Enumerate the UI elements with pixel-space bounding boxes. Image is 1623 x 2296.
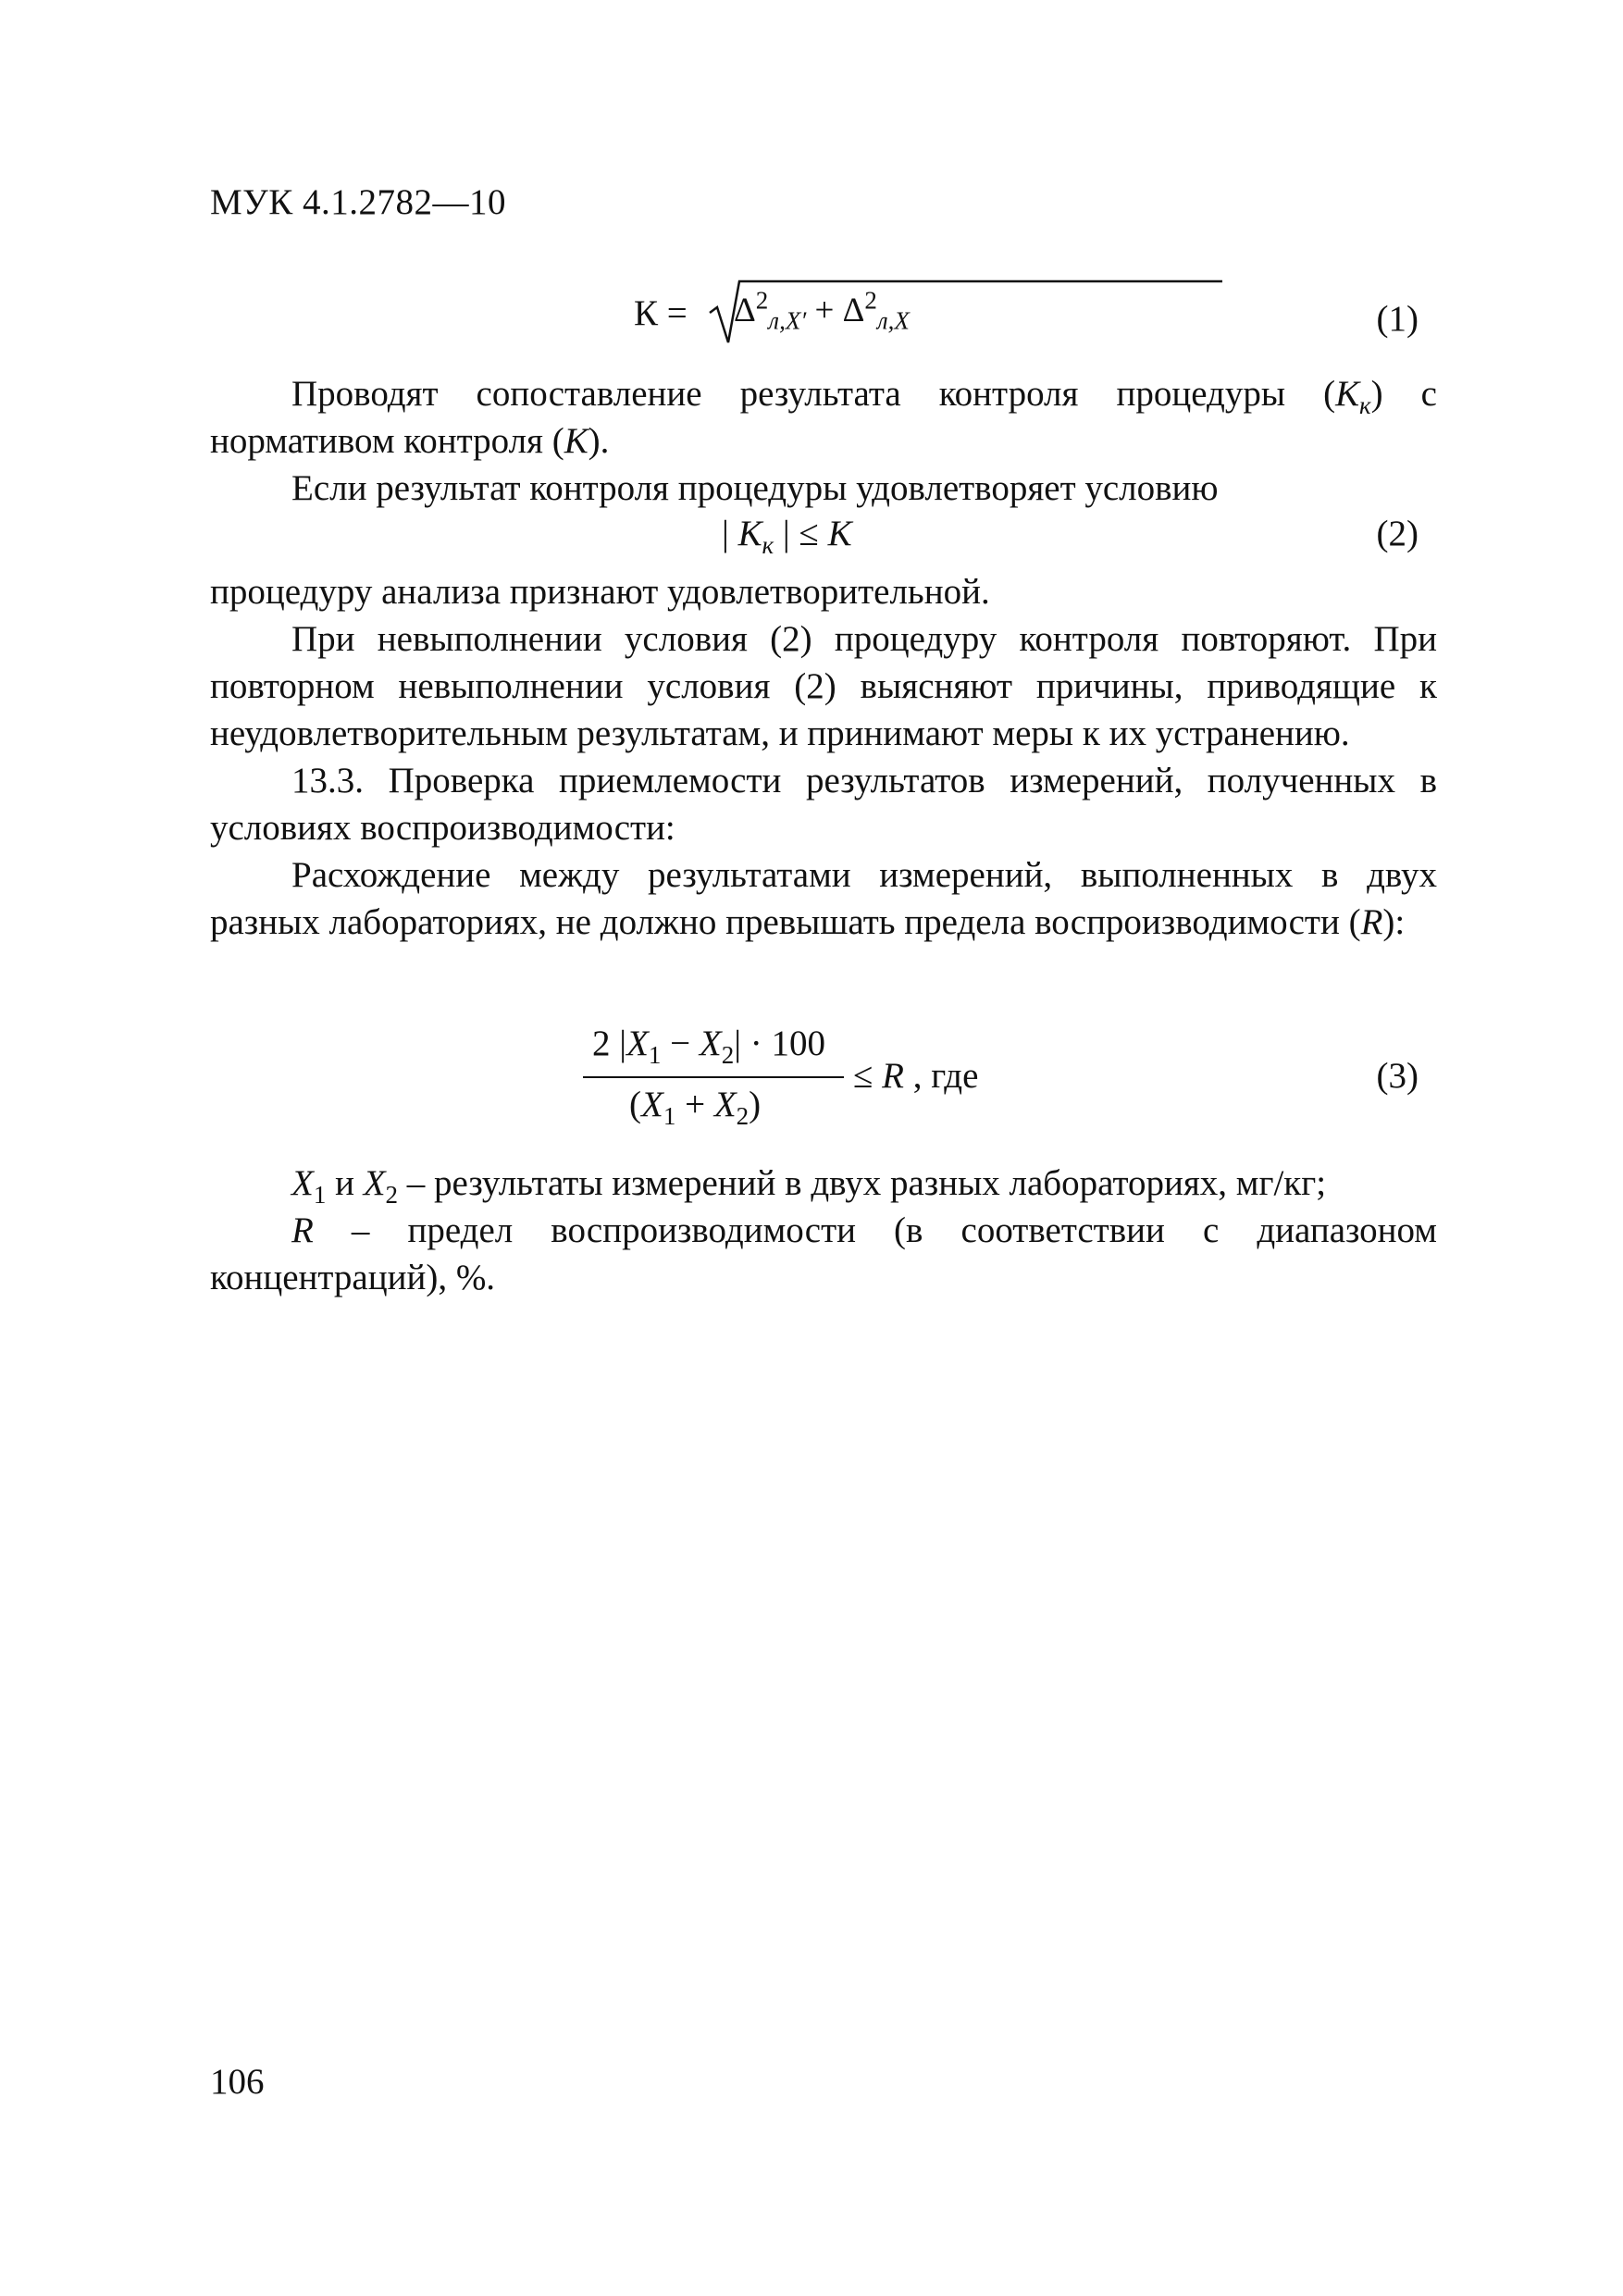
document-header: МУК 4.1.2782—10 [210,182,507,222]
formula-3-denominator: $(X_1 + X_2)$ [629,1085,762,1130]
paragraph-satisfactory: процедуру анализа признают удовлетворительной. [210,572,990,612]
paragraph-section-13-3: 13.3. Проверка приемлемости результатов измерений, полученных в условиях воспроизводимости: [210,761,1437,848]
formula-3 [583,1023,1439,1152]
fraction-bar [583,1076,844,1078]
paragraph-comparison: Проводят сопоставление результата контроля процедуры $(К_к)$ с нормативом контроля (К). [210,374,1437,461]
text-block-2 [210,568,1437,946]
formula-3-relation: ≤ R , где [853,1056,979,1096]
text-block-3 [210,1160,1437,1301]
text-block-1 [210,370,1437,512]
formula-1 [634,278,1439,361]
paragraph-r-definition: R – предел воспроизводимости (в соответствии с диапазоном концентраций), %. [210,1210,1437,1297]
formula-1-radicand: $\Delta^2_{л,X'} + \Delta^2_{л,X}$ [734,286,910,335]
paragraph-repeat: При невыполнении условия (2) процедуру контроля повторяют. При повторном невыполнении условия (2) выясняют причины, приводящие к неудовлетворительным результатам, и принимают меры к их устранению. [210,619,1437,753]
formula-2 [722,513,1439,559]
formula-3-numerator: 2 $|X_1 - X_2| \cdot 100$ [592,1024,826,1069]
page-number: 106 [210,2062,265,2102]
paragraph-condition: Если результат контроля процедуры удовлетворяет условию [291,468,1219,508]
formula-2-number: (2) [1376,514,1419,553]
paragraph-discrepancy: Расхождение между результатами измерений, выполненных в двух разных лабораториях, не должно превышать предела воспроизводимости (R): [210,855,1437,942]
formula-1-number: (1) [1376,299,1419,339]
formula-2-expression: | $К_к$ | ≤ К [722,514,852,559]
formula-1-lhs: К = [634,293,688,333]
paragraph-x-definition: $X_1$ и $X_2$ – результаты измерений в двух разных лабораториях, мг/кг; [291,1163,1327,1209]
formula-3-number: (3) [1376,1056,1419,1096]
